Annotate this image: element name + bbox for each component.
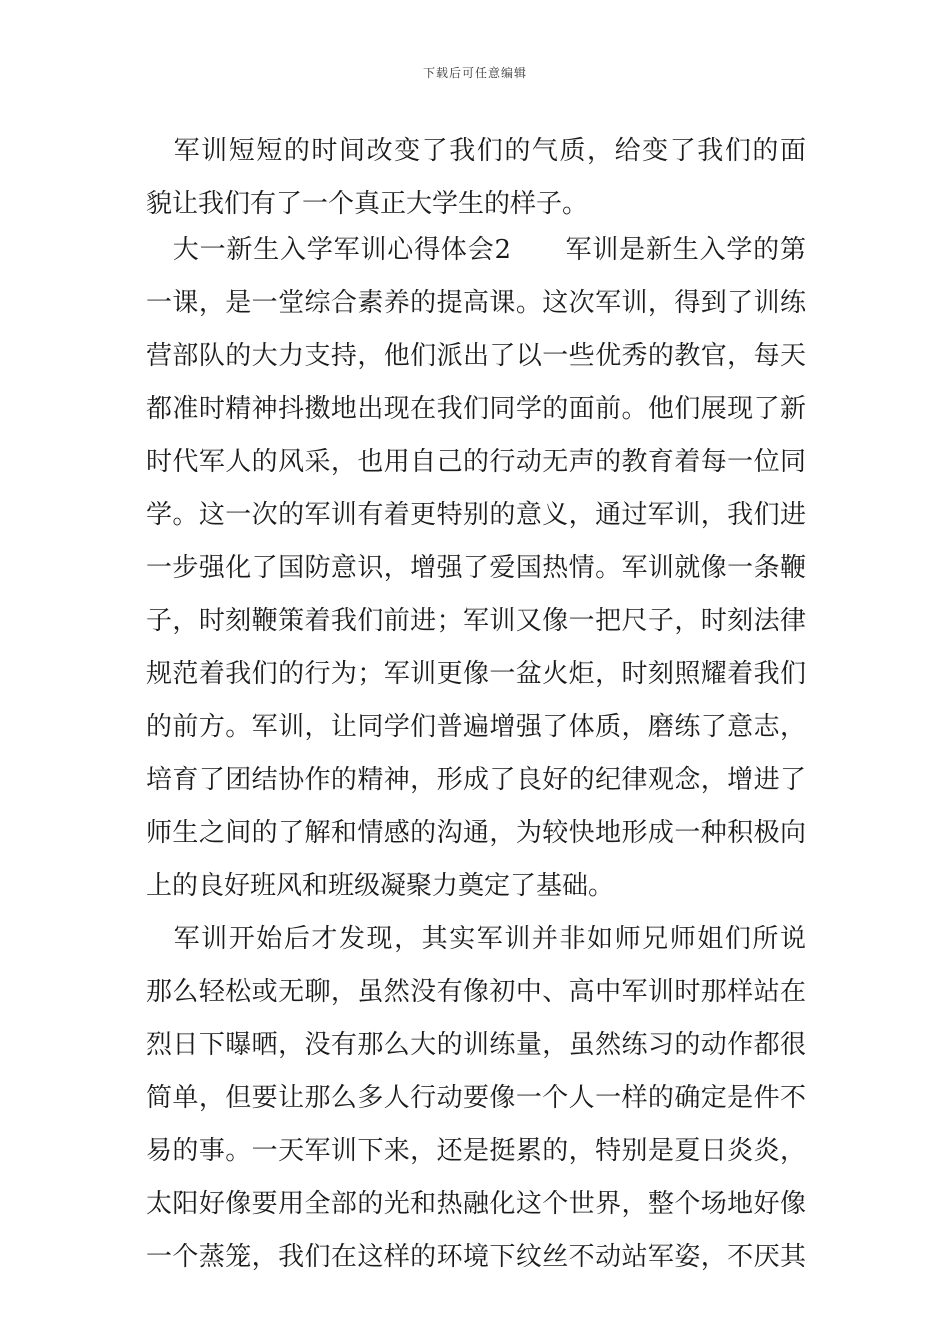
text-line: 一步强化了国防意识，增强了爱国热情。军训就像一条鞭 bbox=[146, 553, 806, 583]
text-line: 学。这一次的军训有着更特别的意义，通过军训，我们进 bbox=[146, 500, 806, 530]
text-line: 易的事。一天军训下来，还是挺累的，特别是夏日炎炎， bbox=[146, 1136, 806, 1166]
text-line: 那么轻松或无聊，虽然没有像初中、高中军训时那样站在 bbox=[146, 977, 806, 1007]
page-header: 下载后可任意编辑 bbox=[422, 66, 527, 80]
text-line: 培育了团结协作的精神，形成了良好的纪律观念，增进了 bbox=[146, 765, 806, 795]
text-line: 时代军人的风采，也用自己的行动无声的教育着每一位同 bbox=[146, 447, 806, 477]
text-line: 简单，但要让那么多人行动要像一个人一样的确定是件不 bbox=[146, 1083, 806, 1113]
text-line: 营部队的大力支持，他们派出了以一些优秀的教官，每天 bbox=[146, 341, 806, 371]
text-line: 上的良好班风和班级凝聚力奠定了基础。 bbox=[146, 871, 615, 901]
text-line: 师生之间的了解和情感的沟通，为较快地形成一种积极向 bbox=[146, 818, 806, 848]
text-line: 烈日下曝晒，没有那么大的训练量，虽然练习的动作都很 bbox=[146, 1030, 806, 1060]
text-line: 军训开始后才发现，其实军训并非如师兄师姐们所说 bbox=[146, 924, 806, 954]
text-line: 一个蒸笼，我们在这样的环境下纹丝不动站军姿，不厌其 bbox=[146, 1242, 806, 1272]
text-line: 貌让我们有了一个真正大学生的样子。 bbox=[146, 189, 589, 219]
text-line: 一课，是一堂综合素养的提高课。这次军训，得到了训练 bbox=[146, 288, 806, 318]
text-line: 太阳好像要用全部的光和热融化这个世界，整个场地好像 bbox=[146, 1189, 806, 1219]
text-line: 大一新生入学军训心得体会2 军训是新生入学的第 bbox=[146, 235, 806, 265]
text-line: 的前方。军训，让同学们普遍增强了体质，磨练了意志， bbox=[146, 712, 806, 742]
text-line: 规范着我们的行为；军训更像一盆火炬，时刻照耀着我们 bbox=[146, 659, 806, 689]
text-line: 都准时精神抖擞地出现在我们同学的面前。他们展现了新 bbox=[146, 394, 806, 424]
text-line: 军训短短的时间改变了我们的气质，给变了我们的面 bbox=[146, 136, 806, 166]
text-line: 子，时刻鞭策着我们前进；军训又像一把尺子，时刻法律 bbox=[146, 606, 806, 636]
